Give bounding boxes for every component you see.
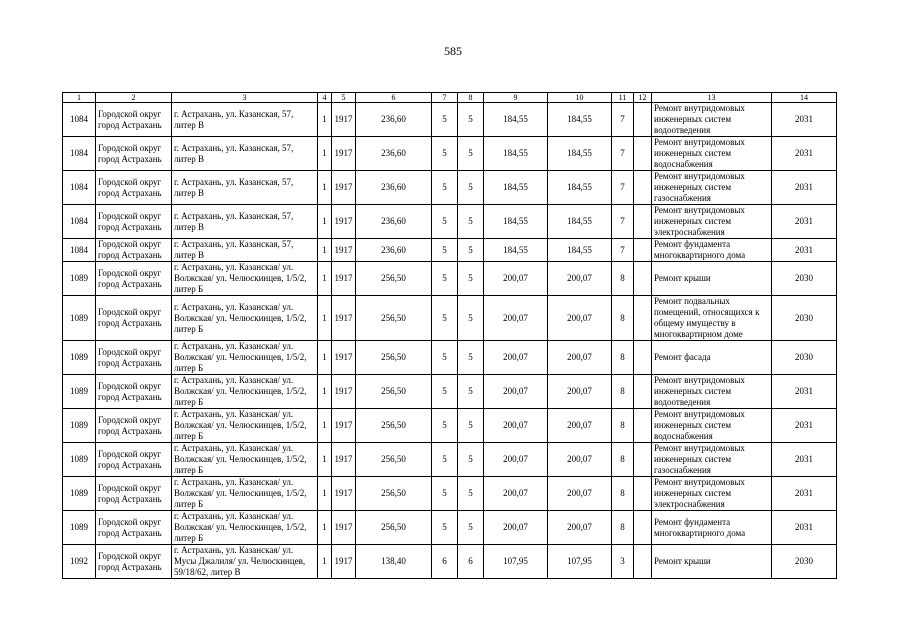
work-type-cell: Ремонт внутридомовых инженерных систем водоотведения	[652, 375, 772, 409]
area-value-cell: 236,60	[356, 239, 432, 262]
record-number-cell: 1089	[63, 511, 96, 545]
residents-cell: 8	[612, 443, 634, 477]
record-number-cell: 1092	[63, 545, 96, 579]
col-12-cell	[634, 477, 652, 511]
work-type-cell: Ремонт фасада	[652, 341, 772, 375]
table-row	[63, 341, 837, 375]
area-value-cell: 236,60	[356, 137, 432, 171]
area-living-cell: 107,95	[484, 545, 548, 579]
municipality-cell: Городской округ город Астрахань	[96, 262, 172, 296]
year-cell: 1917	[332, 296, 356, 341]
residents-cell: 7	[612, 205, 634, 239]
floors-total-cell: 5	[432, 375, 458, 409]
area-value-cell: 138,40	[356, 545, 432, 579]
work-type-cell: Ремонт внутридомовых инженерных систем водоотведения	[652, 103, 772, 137]
residents-cell: 7	[612, 137, 634, 171]
area-value-cell: 256,50	[356, 511, 432, 545]
municipality-cell: Городской округ город Астрахань	[96, 443, 172, 477]
work-type-cell: Ремонт фундамента многоквартирного дома	[652, 511, 772, 545]
area-residential-cell: 107,95	[548, 545, 612, 579]
record-number-cell: 1089	[63, 262, 96, 296]
area-value-cell: 256,50	[356, 409, 432, 443]
work-type-cell: Ремонт фундамента многоквартирного дома	[652, 239, 772, 262]
col-4-cell: 1	[318, 171, 332, 205]
area-residential-cell: 184,55	[548, 239, 612, 262]
col-12-cell	[634, 545, 652, 579]
table-row	[63, 296, 837, 341]
column-header: 8	[458, 93, 484, 103]
table-row	[63, 375, 837, 409]
floors-cell: 5	[458, 375, 484, 409]
year-cell: 1917	[332, 171, 356, 205]
area-value-cell: 236,60	[356, 171, 432, 205]
area-value-cell: 256,50	[356, 443, 432, 477]
address-cell: г. Астрахань, ул. Казанская/ ул. Мусы Джалиля/ ул. Челюскинцев, 59/18/62, литер В	[172, 545, 318, 579]
area-living-cell: 200,07	[484, 341, 548, 375]
column-header: 10	[548, 93, 612, 103]
plan-year-cell: 2031	[772, 103, 837, 137]
col-4-cell: 1	[318, 511, 332, 545]
floors-cell: 5	[458, 511, 484, 545]
record-number-cell: 1084	[63, 239, 96, 262]
area-residential-cell: 200,07	[548, 477, 612, 511]
address-cell: г. Астрахань, ул. Казанская/ ул. Волжская/ ул. Челюскинцев, 1/5/2, литер Б	[172, 341, 318, 375]
area-living-cell: 200,07	[484, 511, 548, 545]
floors-cell: 5	[458, 239, 484, 262]
residents-cell: 8	[612, 296, 634, 341]
col-12-cell	[634, 262, 652, 296]
residents-cell: 8	[612, 375, 634, 409]
col-12-cell	[634, 171, 652, 205]
municipality-cell: Городской округ город Астрахань	[96, 137, 172, 171]
municipality-cell: Городской округ город Астрахань	[96, 511, 172, 545]
plan-year-cell: 2030	[772, 296, 837, 341]
col-12-cell	[634, 239, 652, 262]
work-type-cell: Ремонт внутридомовых инженерных систем электроснабжения	[652, 205, 772, 239]
residents-cell: 3	[612, 545, 634, 579]
work-type-cell: Ремонт внутридомовых инженерных систем газоснабжения	[652, 443, 772, 477]
area-residential-cell: 184,55	[548, 137, 612, 171]
area-value-cell: 236,60	[356, 103, 432, 137]
work-type-cell: Ремонт подвальных помещений, относящихся к общему имуществу в многоквартирном доме	[652, 296, 772, 341]
area-living-cell: 200,07	[484, 443, 548, 477]
work-type-cell: Ремонт внутридомовых инженерных систем электроснабжения	[652, 477, 772, 511]
column-header: 12	[634, 93, 652, 103]
column-header: 9	[484, 93, 548, 103]
col-12-cell	[634, 375, 652, 409]
work-type-cell: Ремонт внутридомовых инженерных систем газоснабжения	[652, 171, 772, 205]
address-cell: г. Астрахань, ул. Казанская, 57, литер В	[172, 137, 318, 171]
floors-cell: 5	[458, 103, 484, 137]
floors-cell: 6	[458, 545, 484, 579]
floors-total-cell: 5	[432, 103, 458, 137]
work-type-cell: Ремонт крыши	[652, 262, 772, 296]
col-4-cell: 1	[318, 296, 332, 341]
municipality-cell: Городской округ город Астрахань	[96, 171, 172, 205]
plan-year-cell: 2031	[772, 375, 837, 409]
record-number-cell: 1089	[63, 296, 96, 341]
table-row	[63, 409, 837, 443]
area-residential-cell: 200,07	[548, 443, 612, 477]
column-number-row	[63, 93, 837, 103]
area-living-cell: 184,55	[484, 103, 548, 137]
floors-total-cell: 6	[432, 545, 458, 579]
floors-cell: 5	[458, 409, 484, 443]
plan-year-cell: 2031	[772, 137, 837, 171]
municipality-cell: Городской округ город Астрахань	[96, 205, 172, 239]
floors-total-cell: 5	[432, 137, 458, 171]
table-row	[63, 443, 837, 477]
residents-cell: 8	[612, 409, 634, 443]
col-12-cell	[634, 137, 652, 171]
municipality-cell: Городской округ город Астрахань	[96, 103, 172, 137]
area-value-cell: 256,50	[356, 262, 432, 296]
floors-total-cell: 5	[432, 477, 458, 511]
area-living-cell: 200,07	[484, 409, 548, 443]
col-4-cell: 1	[318, 375, 332, 409]
col-4-cell: 1	[318, 341, 332, 375]
area-living-cell: 184,55	[484, 205, 548, 239]
column-header: 14	[772, 93, 837, 103]
address-cell: г. Астрахань, ул. Казанская, 57, литер В	[172, 205, 318, 239]
year-cell: 1917	[332, 443, 356, 477]
work-type-cell: Ремонт внутридомовых инженерных систем водоснабжения	[652, 409, 772, 443]
year-cell: 1917	[332, 137, 356, 171]
table-row	[63, 511, 837, 545]
year-cell: 1917	[332, 239, 356, 262]
col-4-cell: 1	[318, 103, 332, 137]
address-cell: г. Астрахань, ул. Казанская/ ул. Волжская/ ул. Челюскинцев, 1/5/2, литер Б	[172, 296, 318, 341]
area-residential-cell: 200,07	[548, 511, 612, 545]
page-number: 585	[444, 44, 462, 58]
col-4-cell: 1	[318, 239, 332, 262]
municipality-cell: Городской округ город Астрахань	[96, 409, 172, 443]
floors-total-cell: 5	[432, 341, 458, 375]
plan-year-cell: 2031	[772, 205, 837, 239]
municipality-cell: Городской округ город Астрахань	[96, 375, 172, 409]
record-number-cell: 1089	[63, 477, 96, 511]
record-number-cell: 1084	[63, 171, 96, 205]
area-residential-cell: 200,07	[548, 341, 612, 375]
col-4-cell: 1	[318, 545, 332, 579]
record-number-cell: 1084	[63, 137, 96, 171]
floors-total-cell: 5	[432, 239, 458, 262]
plan-year-cell: 2031	[772, 239, 837, 262]
municipality-cell: Городской округ город Астрахань	[96, 239, 172, 262]
capital-repair-table	[62, 92, 837, 579]
column-header: 3	[172, 93, 318, 103]
table-row	[63, 239, 837, 262]
year-cell: 1917	[332, 341, 356, 375]
address-cell: г. Астрахань, ул. Казанская/ ул. Волжская/ ул. Челюскинцев, 1/5/2, литер Б	[172, 262, 318, 296]
col-12-cell	[634, 205, 652, 239]
residents-cell: 8	[612, 477, 634, 511]
column-header: 5	[332, 93, 356, 103]
col-12-cell	[634, 409, 652, 443]
floors-cell: 5	[458, 443, 484, 477]
column-header: 2	[96, 93, 172, 103]
municipality-cell: Городской округ город Астрахань	[96, 341, 172, 375]
area-residential-cell: 200,07	[548, 375, 612, 409]
residents-cell: 7	[612, 171, 634, 205]
table-row	[63, 545, 837, 579]
residents-cell: 7	[612, 239, 634, 262]
residents-cell: 8	[612, 341, 634, 375]
area-residential-cell: 184,55	[548, 171, 612, 205]
col-4-cell: 1	[318, 409, 332, 443]
floors-cell: 5	[458, 171, 484, 205]
year-cell: 1917	[332, 103, 356, 137]
column-header: 1	[63, 93, 96, 103]
floors-cell: 5	[458, 137, 484, 171]
record-number-cell: 1089	[63, 341, 96, 375]
address-cell: г. Астрахань, ул. Казанская/ ул. Волжская/ ул. Челюскинцев, 1/5/2, литер Б	[172, 409, 318, 443]
plan-year-cell: 2031	[772, 171, 837, 205]
floors-cell: 5	[458, 477, 484, 511]
table-row	[63, 205, 837, 239]
area-residential-cell: 200,07	[548, 262, 612, 296]
address-cell: г. Астрахань, ул. Казанская/ ул. Волжская/ ул. Челюскинцев, 1/5/2, литер Б	[172, 375, 318, 409]
plan-year-cell: 2030	[772, 262, 837, 296]
residents-cell: 8	[612, 262, 634, 296]
table-row	[63, 137, 837, 171]
record-number-cell: 1089	[63, 443, 96, 477]
address-cell: г. Астрахань, ул. Казанская/ ул. Волжская/ ул. Челюскинцев, 1/5/2, литер Б	[172, 511, 318, 545]
floors-total-cell: 5	[432, 262, 458, 296]
floors-total-cell: 5	[432, 511, 458, 545]
table-row	[63, 262, 837, 296]
floors-total-cell: 5	[432, 409, 458, 443]
year-cell: 1917	[332, 477, 356, 511]
year-cell: 1917	[332, 511, 356, 545]
area-value-cell: 236,60	[356, 205, 432, 239]
area-value-cell: 256,50	[356, 375, 432, 409]
plan-year-cell: 2030	[772, 341, 837, 375]
col-12-cell	[634, 341, 652, 375]
record-number-cell: 1084	[63, 103, 96, 137]
table-row	[63, 171, 837, 205]
plan-year-cell: 2031	[772, 409, 837, 443]
area-value-cell: 256,50	[356, 341, 432, 375]
floors-cell: 5	[458, 341, 484, 375]
col-12-cell	[634, 296, 652, 341]
table-row	[63, 103, 837, 137]
year-cell: 1917	[332, 545, 356, 579]
address-cell: г. Астрахань, ул. Казанская/ ул. Волжская/ ул. Челюскинцев, 1/5/2, литер Б	[172, 443, 318, 477]
work-type-cell: Ремонт крыши	[652, 545, 772, 579]
record-number-cell: 1089	[63, 409, 96, 443]
area-living-cell: 200,07	[484, 375, 548, 409]
record-number-cell: 1089	[63, 375, 96, 409]
plan-year-cell: 2030	[772, 545, 837, 579]
area-living-cell: 200,07	[484, 262, 548, 296]
column-header: 4	[318, 93, 332, 103]
address-cell: г. Астрахань, ул. Казанская, 57, литер В	[172, 239, 318, 262]
floors-cell: 5	[458, 296, 484, 341]
floors-total-cell: 5	[432, 296, 458, 341]
area-residential-cell: 184,55	[548, 205, 612, 239]
area-residential-cell: 184,55	[548, 103, 612, 137]
area-living-cell: 184,55	[484, 171, 548, 205]
col-4-cell: 1	[318, 262, 332, 296]
record-number-cell: 1084	[63, 205, 96, 239]
area-living-cell: 184,55	[484, 137, 548, 171]
floors-total-cell: 5	[432, 171, 458, 205]
year-cell: 1917	[332, 409, 356, 443]
plan-year-cell: 2031	[772, 511, 837, 545]
col-4-cell: 1	[318, 205, 332, 239]
year-cell: 1917	[332, 262, 356, 296]
area-residential-cell: 200,07	[548, 409, 612, 443]
col-4-cell: 1	[318, 137, 332, 171]
area-living-cell: 200,07	[484, 477, 548, 511]
address-cell: г. Астрахань, ул. Казанская, 57, литер В	[172, 103, 318, 137]
area-value-cell: 256,50	[356, 296, 432, 341]
year-cell: 1917	[332, 205, 356, 239]
floors-total-cell: 5	[432, 443, 458, 477]
area-living-cell: 184,55	[484, 239, 548, 262]
area-residential-cell: 200,07	[548, 296, 612, 341]
col-4-cell: 1	[318, 443, 332, 477]
column-header: 7	[432, 93, 458, 103]
plan-year-cell: 2031	[772, 477, 837, 511]
col-12-cell	[634, 511, 652, 545]
plan-year-cell: 2031	[772, 443, 837, 477]
address-cell: г. Астрахань, ул. Казанская, 57, литер В	[172, 171, 318, 205]
floors-total-cell: 5	[432, 205, 458, 239]
year-cell: 1917	[332, 375, 356, 409]
floors-cell: 5	[458, 262, 484, 296]
address-cell: г. Астрахань, ул. Казанская/ ул. Волжская/ ул. Челюскинцев, 1/5/2, литер Б	[172, 477, 318, 511]
municipality-cell: Городской округ город Астрахань	[96, 477, 172, 511]
residents-cell: 8	[612, 511, 634, 545]
municipality-cell: Городской округ город Астрахань	[96, 296, 172, 341]
column-header: 6	[356, 93, 432, 103]
municipality-cell: Городской округ город Астрахань	[96, 545, 172, 579]
work-type-cell: Ремонт внутридомовых инженерных систем водоснабжения	[652, 137, 772, 171]
col-12-cell	[634, 103, 652, 137]
area-living-cell: 200,07	[484, 296, 548, 341]
table-row	[63, 477, 837, 511]
column-header: 13	[652, 93, 772, 103]
col-12-cell	[634, 443, 652, 477]
column-header: 11	[612, 93, 634, 103]
floors-cell: 5	[458, 205, 484, 239]
residents-cell: 7	[612, 103, 634, 137]
col-4-cell: 1	[318, 477, 332, 511]
area-value-cell: 256,50	[356, 477, 432, 511]
